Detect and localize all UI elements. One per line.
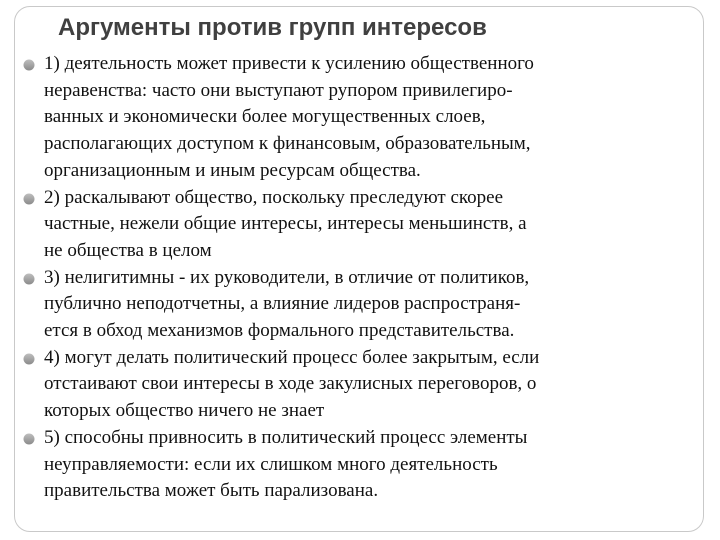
circle-bullet-icon bbox=[23, 353, 35, 365]
bullet-item-5 bbox=[14, 425, 714, 505]
bullet-line: располагающих доступом к финансовым, образовательным, bbox=[44, 133, 531, 155]
bullet-list bbox=[14, 51, 714, 505]
bullet-line: частные, нежели общие интересы, интересы меньшинств, а bbox=[44, 213, 527, 235]
bullet-line: не общества в целом bbox=[44, 239, 212, 261]
bullet-line: 5) способны привносить в политический процесс элементы bbox=[44, 426, 528, 448]
bullet-item-3 bbox=[14, 265, 714, 345]
bullet-line: ванных и экономически более могущественных слоев, bbox=[44, 106, 486, 128]
bullet-line: правительства может быть парализована. bbox=[44, 480, 379, 502]
circle-bullet-icon bbox=[23, 433, 35, 445]
bullet-line: публично неподотчетны, а влияние лидеров распространя- bbox=[44, 293, 521, 315]
slide-title: Аргументы против групп интересов bbox=[58, 14, 487, 41]
circle-bullet-icon bbox=[23, 273, 35, 285]
bullet-line: неравенства: часто они выступают рупором привилегиро- bbox=[44, 79, 513, 101]
bullet-line: организационным и иным ресурсам общества. bbox=[44, 159, 421, 181]
bullet-line: ется в обход механизмов формального представительства. bbox=[44, 320, 515, 342]
bullet-item-2 bbox=[14, 185, 714, 265]
circle-bullet-icon bbox=[23, 193, 35, 205]
bullet-item-1 bbox=[14, 51, 714, 185]
bullet-line: неуправляемости: если их слишком много деятельность bbox=[44, 453, 498, 475]
bullet-line: 1) деятельность может привести к усилению общественного bbox=[44, 53, 534, 74]
bullet-line: отстаивают свои интересы в ходе закулисных переговоров, о bbox=[44, 373, 537, 395]
bullet-line: которых общество ничего не знает bbox=[44, 400, 325, 422]
circle-bullet-icon bbox=[23, 59, 35, 71]
bullet-line: 2) раскалывают общество, поскольку преследуют скорее bbox=[44, 186, 504, 208]
bullet-item-4 bbox=[14, 345, 714, 425]
bullet-line: 3) нелигитимны - их руководители, в отличие от политиков, bbox=[44, 266, 530, 288]
bullet-line: 4) могут делать политический процесс более закрытым, если bbox=[44, 346, 540, 368]
